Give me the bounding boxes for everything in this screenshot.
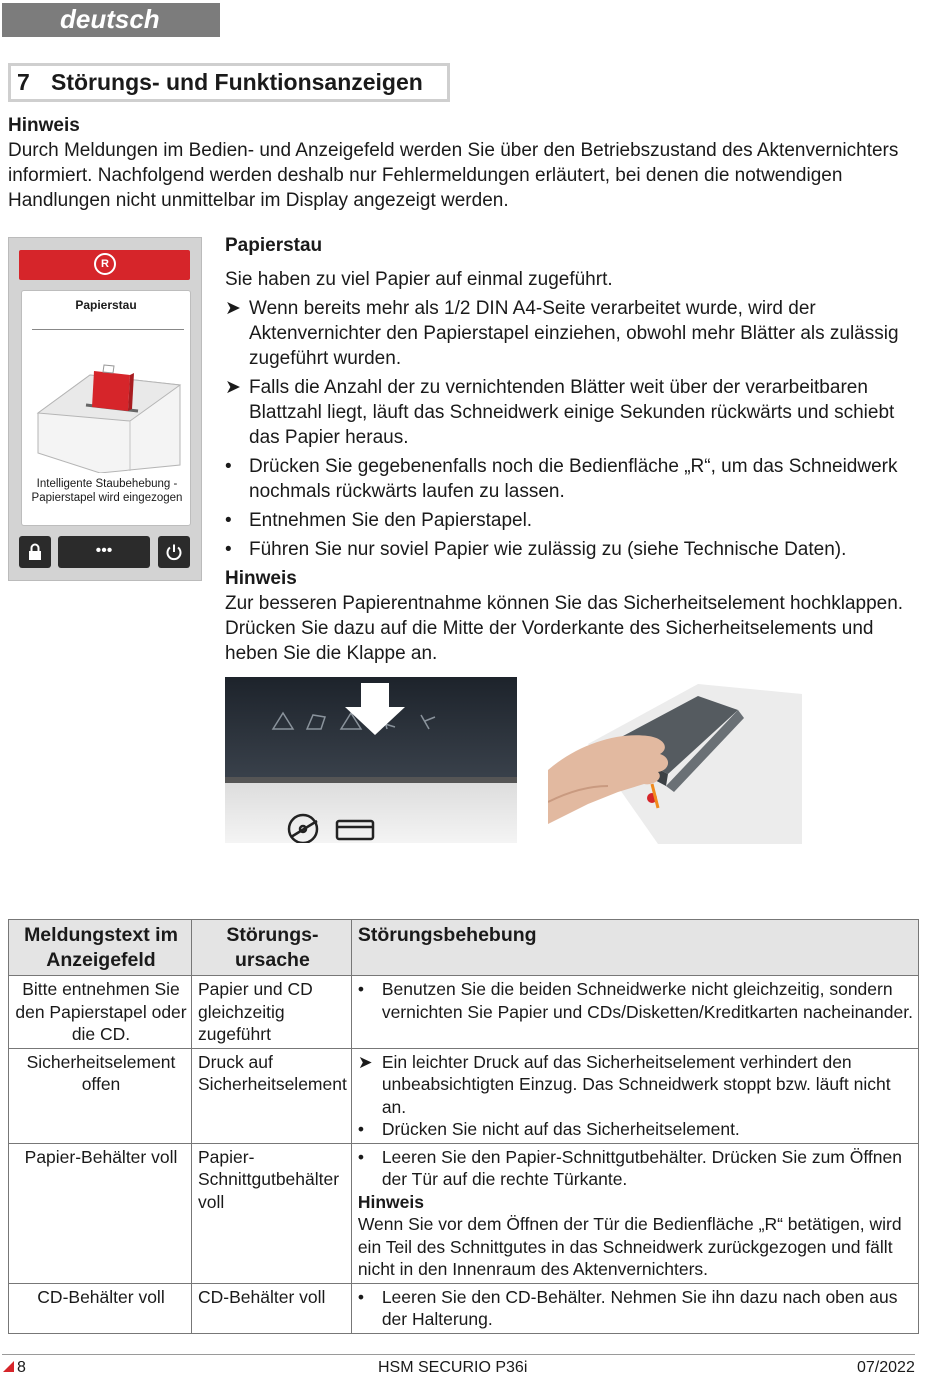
footer-divider <box>2 1354 915 1355</box>
table-row <box>9 1048 919 1143</box>
menu-dots: ••• <box>95 542 113 559</box>
remedy-cell <box>351 1283 918 1333</box>
paper-jam-section <box>225 233 925 666</box>
message-cell: Papier-Behälter voll <box>9 1143 192 1283</box>
table-row <box>9 1283 919 1333</box>
cause-cell: Papier-Schnittgutbehälter voll <box>192 1143 352 1283</box>
bullet-marker-icon: • <box>225 456 232 477</box>
menu-button[interactable] <box>58 536 150 568</box>
lock-icon <box>27 543 43 561</box>
remedy-cell <box>351 1143 918 1283</box>
language-tab: deutsch <box>2 3 220 37</box>
hand-lifting-flap-photo <box>548 674 802 844</box>
bullet-marker-icon: • <box>357 1286 364 1307</box>
section-title: Störungs- und Funktionsanzeigen <box>51 69 423 95</box>
paper-jam-intro: Sie haben zu viel Papier auf einmal zugeführt. <box>225 269 613 290</box>
bullet-marker-icon: • <box>225 539 232 560</box>
reverse-button[interactable] <box>19 250 190 280</box>
message-cell: Bitte entnehmen Sie den Papierstapel oder die CD. <box>9 976 192 1049</box>
remedy-note-heading: Hinweis <box>357 1191 424 1212</box>
column-header-remedy: Störungsbehebung <box>351 920 918 976</box>
page-number: 8 <box>17 1359 26 1376</box>
list-item: • Drücken Sie nicht auf das Sicherheitselement. <box>357 1119 740 1139</box>
bullet-marker-icon: • <box>357 1146 364 1167</box>
screen-message: Intelligente Staubehebung - Papierstapel wird eingezogen <box>31 478 183 504</box>
table-row <box>9 976 919 1049</box>
remedy-cell <box>351 976 918 1049</box>
power-button[interactable] <box>158 536 190 568</box>
table-header-row <box>9 920 919 976</box>
reverse-icon: R <box>94 253 116 275</box>
message-cell: CD-Behälter voll <box>9 1283 192 1333</box>
list-item: • Benutzen Sie die beiden Schneidwerke nicht gleichzeitig, sondern vernichten Sie Papier und CDs/Disketten/Kreditkarten nacheinander. <box>357 979 913 1022</box>
intro-note <box>8 113 918 213</box>
bullet-marker-icon: • <box>225 510 232 531</box>
remedy-cell <box>351 1048 918 1143</box>
display-screen <box>21 290 191 526</box>
remedy-note-text: Wenn Sie vor dem Öffnen der Tür die Bedienfläche „R“ betätigen, wird ein Teil des Schnittgutes in das Schneidwerk zurückgezogen und fällt nicht in den Innenraum des Aktenvernichters. <box>357 1214 902 1279</box>
shredder-illustration <box>30 353 184 473</box>
column-header-message: Meldungstext im Anzeigefeld <box>9 920 192 976</box>
list-item: ➤ Falls die Anzahl der zu vernichtenden Blätter weit über der verarbeitbaren Blattzahl liegt, läuft das Schneidwerk einige Sekunden rückwärts und schiebt das Papier heraus. <box>225 377 895 448</box>
product-name: HSM SECURIO P36i <box>378 1359 528 1376</box>
list-item: • Führen Sie nur soviel Papier wie zulässig zu (siehe Technische Daten). <box>225 539 847 560</box>
list-item: • Leeren Sie den Papier-Schnittgutbehälter. Drücken Sie zum Öffnen der Tür auf die rechte Türkante. <box>357 1146 902 1189</box>
cause-cell: CD-Behälter voll <box>192 1283 352 1333</box>
arrow-marker-icon: ➤ <box>225 298 241 319</box>
device-display-panel <box>8 237 202 581</box>
lock-button[interactable] <box>19 536 51 568</box>
arrow-marker-icon: ➤ <box>225 377 241 398</box>
intro-heading: Hinweis <box>8 115 80 136</box>
section-number: 7 <box>17 69 30 95</box>
safety-element-photo <box>225 677 517 843</box>
table-row <box>9 1143 919 1283</box>
error-table <box>8 919 919 1334</box>
paper-jam-note-text: Zur besseren Papierentnahme können Sie das Sicherheitselement hochklappen. Drücken Sie dazu auf die Mitte der Vorderkante des Sicherheitselements und heben Sie die Klappe an. <box>225 593 904 664</box>
section-heading <box>8 63 450 102</box>
column-header-cause: Störungs-ursache <box>192 920 352 976</box>
page-corner-triangle-icon <box>3 1361 14 1372</box>
paper-jam-note-heading: Hinweis <box>225 568 297 589</box>
message-cell: Sicherheitselement offen <box>9 1048 192 1143</box>
screen-divider <box>32 329 184 330</box>
screen-title: Papierstau <box>75 298 137 312</box>
document-date: 07/2022 <box>857 1359 915 1376</box>
intro-text: Durch Meldungen im Bedien- und Anzeigefeld werden Sie über den Betriebszustand des Aktenvernichters informiert. Nachfolgend werden deshalb nur Fehlermeldungen erläutert, bei denen die notwendigen Handlungen nicht unmittelbar im Display angezeigt werden. <box>8 140 899 211</box>
bullet-marker-icon: • <box>357 1119 364 1139</box>
cause-cell: Papier und CD gleichzeitig zugeführt <box>192 976 352 1049</box>
bullet-marker-icon: • <box>357 979 364 999</box>
arrow-marker-icon: ➤ <box>357 1051 373 1072</box>
list-item: • Drücken Sie gegebenenfalls noch die Bedienfläche „R“, um das Schneidwerk nochmals rückwärts laufen zu lassen. <box>225 456 898 502</box>
list-item: ➤ Ein leichter Druck auf das Sicherheitselement verhindert den unbeabsichtigten Einzug. Das Schneidwerk stoppt bzw. läuft nicht an. <box>357 1051 891 1117</box>
list-item: ➤ Wenn bereits mehr als 1/2 DIN A4-Seite verarbeitet wurde, wird der Aktenvernichter den Papierstapel einziehen, obwohl mehr Blätter als zulässig zugeführt wurden. <box>225 298 899 369</box>
list-item: • Entnehmen Sie den Papierstapel. <box>225 510 533 531</box>
power-icon <box>165 543 183 561</box>
list-item: • Leeren Sie den CD-Behälter. Nehmen Sie ihn dazu nach oben aus der Halterung. <box>357 1286 898 1329</box>
paper-jam-title: Papierstau <box>225 235 323 256</box>
cause-cell: Druck auf Sicherheitselement <box>192 1048 352 1143</box>
